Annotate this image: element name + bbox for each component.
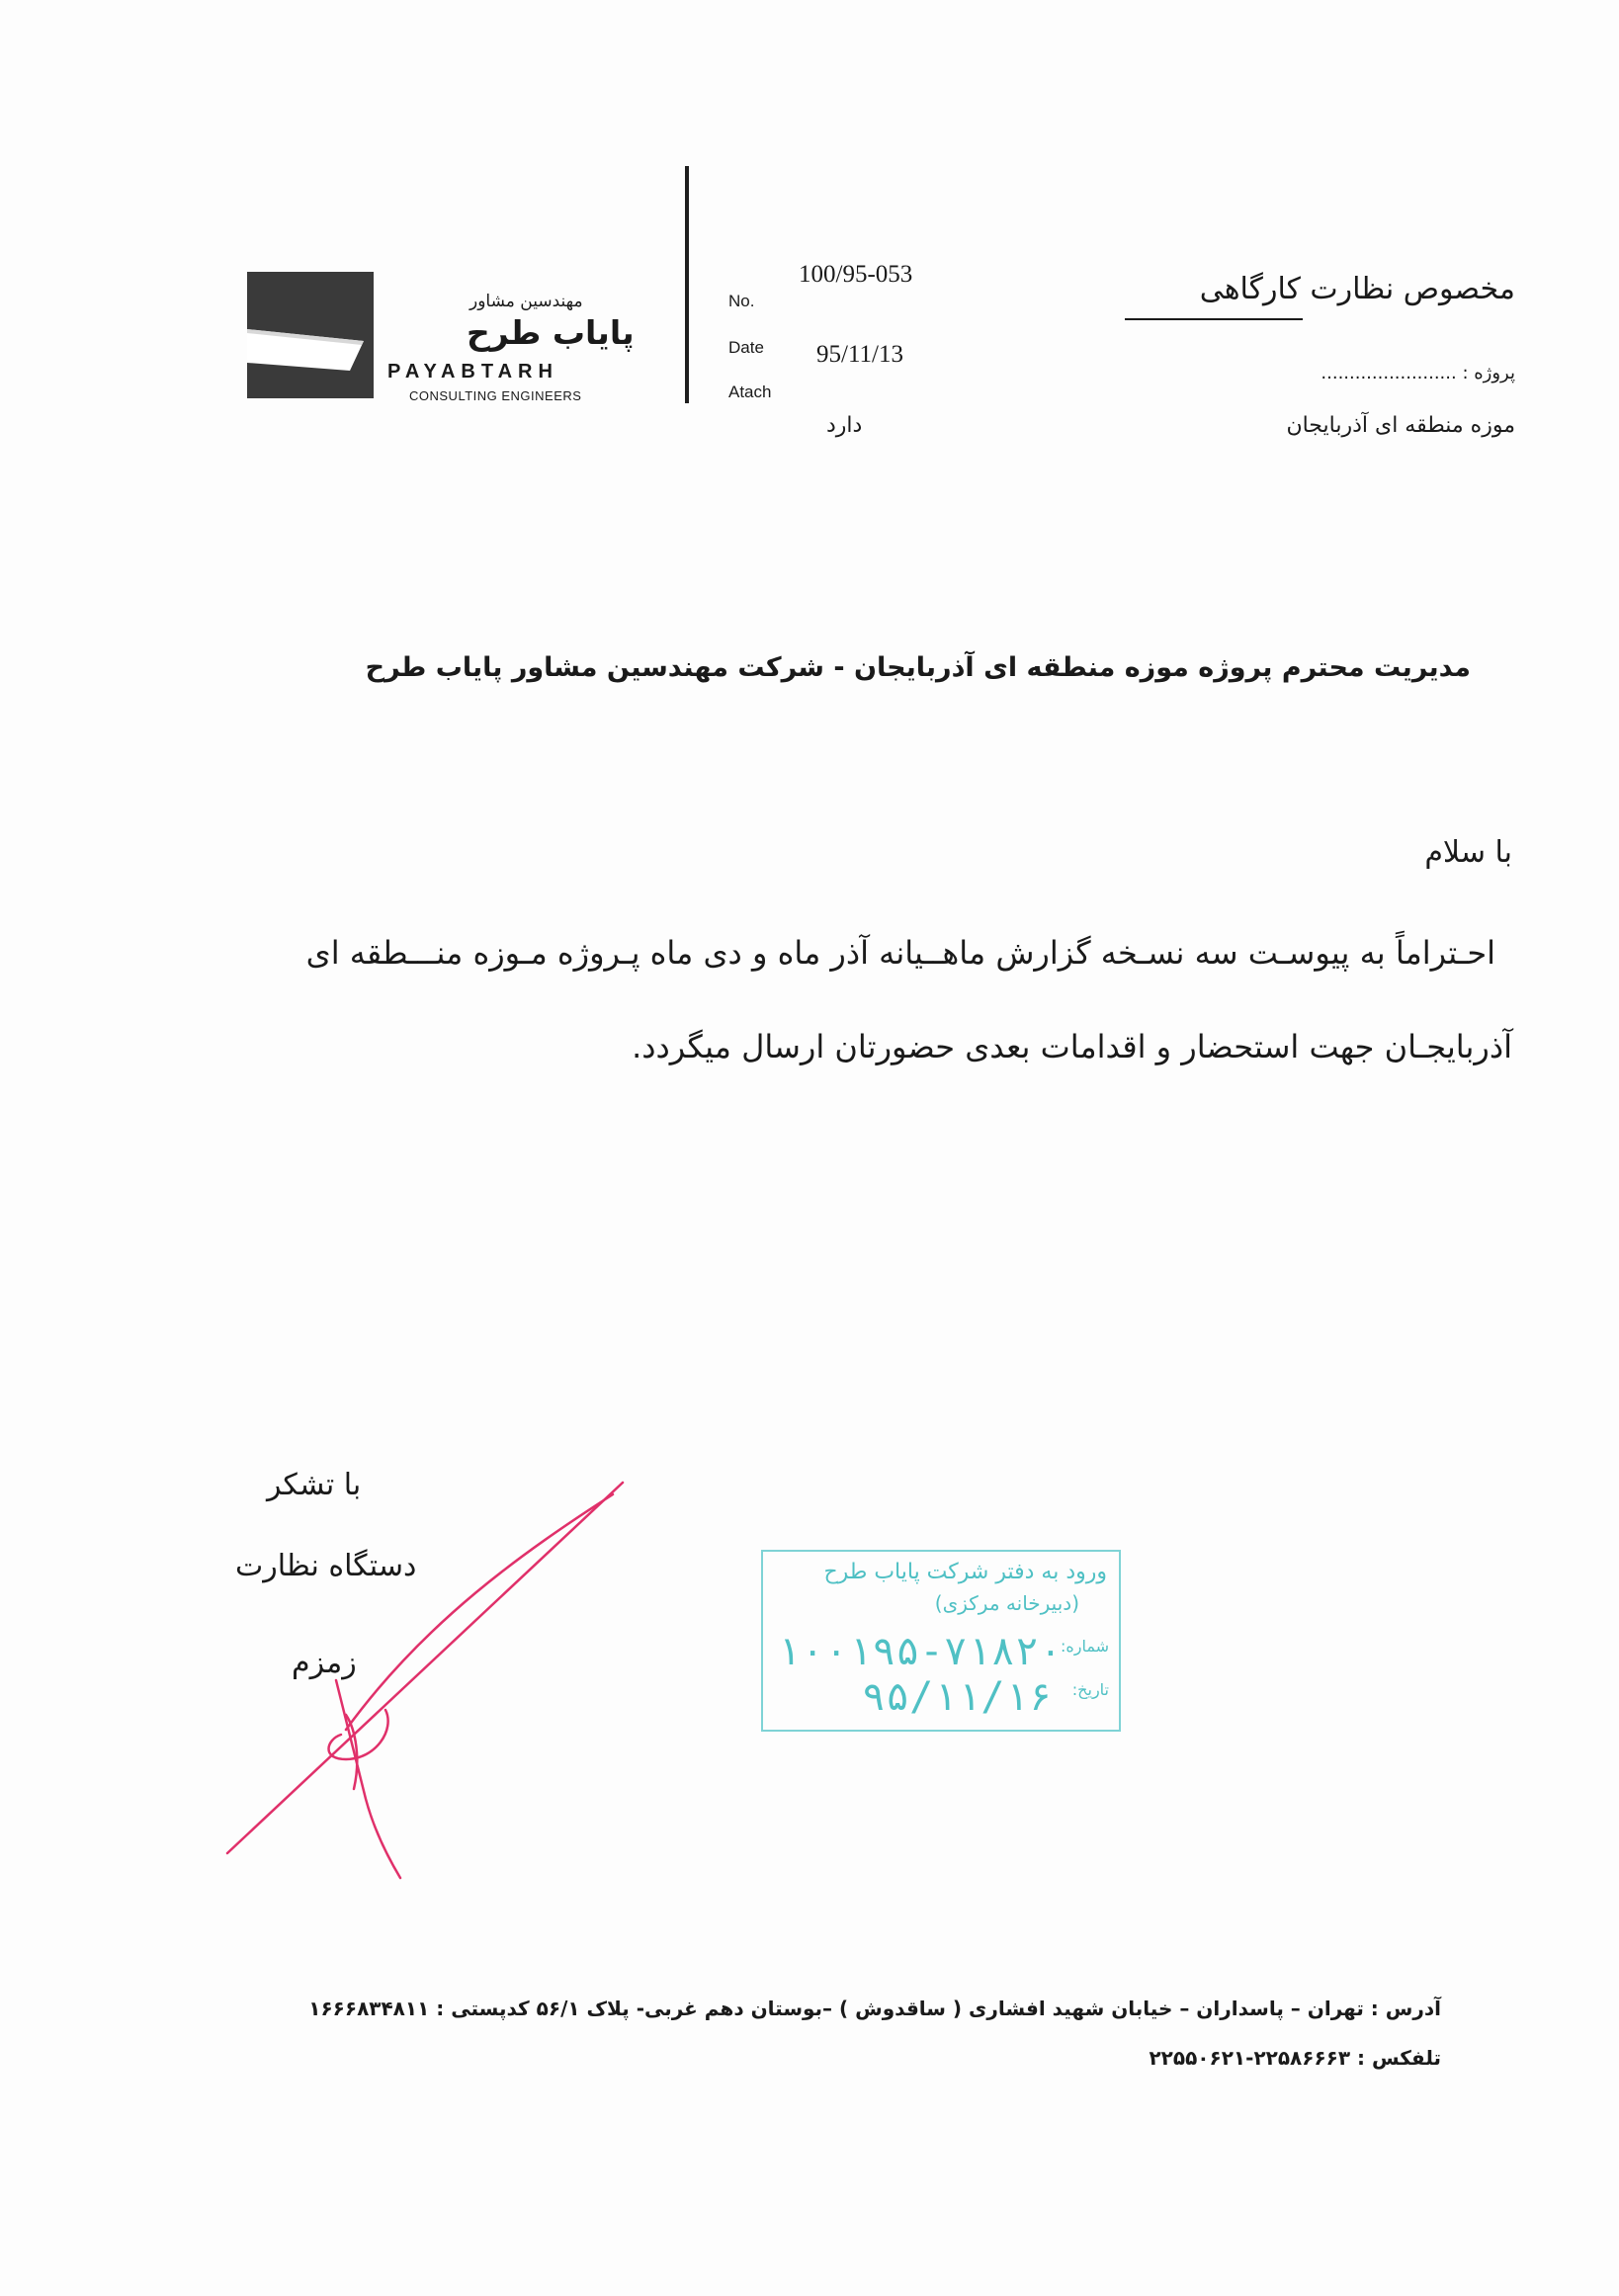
stamp-number-label: شماره: <box>1060 1637 1109 1656</box>
closing-thanks: با تشکر <box>267 1468 362 1502</box>
body-paragraph-line-2: آذربایجـان جهت استحضار و اقدامات بعدی حضورتان ارسال میگردد. <box>632 1028 1512 1065</box>
number-value: 100/95-053 <box>799 261 913 288</box>
logo-subtitle-en: CONSULTING ENGINEERS <box>409 388 582 403</box>
stamp-date-label: تاریخ: <box>1071 1680 1109 1699</box>
attach-label: Atach <box>728 383 772 401</box>
attach-value: دارد <box>826 413 863 438</box>
logo-mark <box>247 272 374 398</box>
form-type-underline <box>1125 318 1303 320</box>
date-label: Date <box>728 338 764 357</box>
stamp-title: ورود به دفتر شرکت پایاب طرح <box>823 1560 1107 1584</box>
logo-text-fa-small: مهندسین مشاور <box>469 292 583 311</box>
number-label: No. <box>728 292 755 310</box>
form-type-heading: مخصوص نظارت کارگاهی <box>1199 272 1515 306</box>
signature-department: دستگاه نظارت <box>235 1549 417 1583</box>
greeting: با سلام <box>1424 835 1512 870</box>
signature-name: زمزم <box>292 1646 357 1680</box>
logo-text-fa: پایاب طرح <box>467 313 635 352</box>
stamp-date-value: ۹۵/۱۱/۱۶ <box>862 1674 1053 1720</box>
body-paragraph-line-1: احـتراماً به پیوسـت سه نسـخه گزارش ماهــیانه آذر ماه و دی ماه پـروژه مـوزه منـــطقه ای <box>305 934 1495 972</box>
stamp-subtitle: (دبیرخانه مرکزی) <box>934 1591 1079 1615</box>
stamp-number-value: ۱۰۰۱۹۵-۷۱۸۲۰ <box>777 1629 1063 1674</box>
handwritten-signature <box>198 1463 652 1898</box>
project-value: موزه منطقه ای آذربایجان <box>1286 413 1515 438</box>
project-label: پروژه : ........................ <box>1321 363 1515 383</box>
logo-mark-graphic <box>247 272 374 398</box>
recipient-line: مدیریت محترم پروژه موزه منطقه ای آذربایجان - شرکت مهندسین مشاور پایاب طرح <box>365 652 1471 683</box>
footer-address: آدرس : تهران – پاسداران – خیابان شهید افشاری ( ساقدوش ) –بوستان دهم غربی- پلاک ۵۶/۱ کدپستی : ۱۶۶۶۸۳۴۸۱۱ <box>308 1997 1441 2020</box>
receipt-stamp <box>761 1550 1121 1732</box>
footer-phone: تلفکس : ۲۲۵۸۶۶۶۳-۲۲۵۵۰۶۲۱ <box>1149 2046 1441 2070</box>
company-logo <box>247 272 652 410</box>
logo-text-en: PAYABTARH <box>387 361 558 383</box>
header-divider <box>685 166 689 403</box>
date-value: 95/11/13 <box>816 341 903 368</box>
